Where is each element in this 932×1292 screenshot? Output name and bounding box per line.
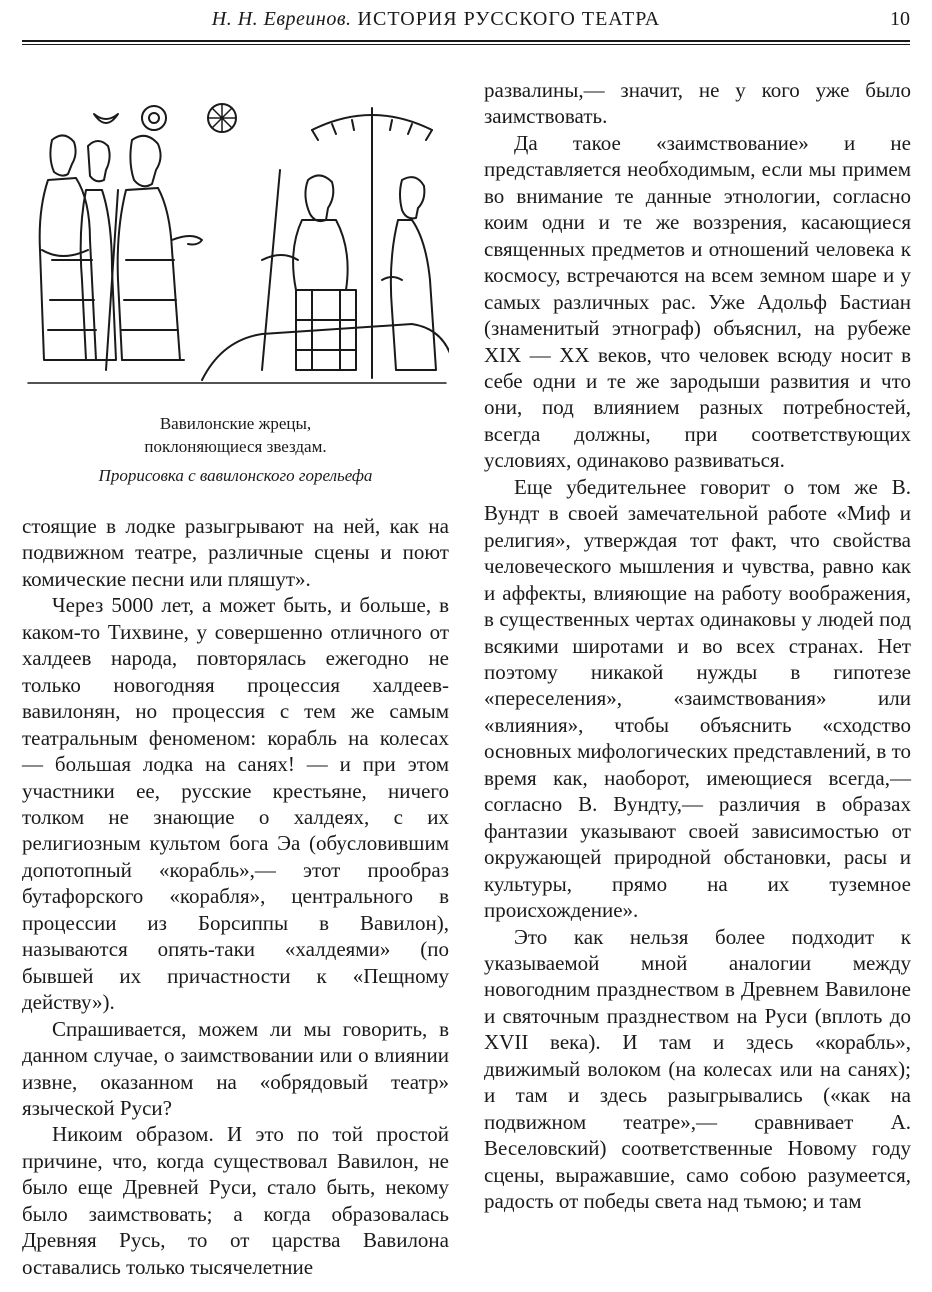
caption-source: Прорисовка с вавилонского горельефа bbox=[98, 466, 373, 485]
header-rule-thin bbox=[22, 44, 910, 45]
priest-figure-left bbox=[40, 135, 102, 360]
page-number: 10 bbox=[890, 8, 910, 30]
paragraph: Спрашивается, можем ли мы говорить, в данном случае, о заимствовании или о влиянии извне, оказанном на «обрядовый театр» языческой Руси? bbox=[22, 1016, 449, 1120]
running-header bbox=[22, 4, 910, 38]
right-text-column bbox=[484, 77, 911, 1214]
crescent-moon-symbol bbox=[94, 114, 118, 123]
left-text-column bbox=[22, 513, 449, 1280]
caption-line-1: Вавилонские жрецы, bbox=[159, 414, 312, 433]
enthroned-king-figure bbox=[262, 170, 356, 370]
paragraph: Никоим образом. И это по той простой причине, что, когда существовал Вавилон, не было еще Древней Руси, стало быть, некому было заимствовать; а когда образовалась Древняя Русь, то от царства Вавилона оставались только тысячелетние bbox=[22, 1122, 449, 1279]
header-rule-thick bbox=[22, 40, 910, 42]
attendant-figure bbox=[382, 177, 436, 370]
babylonian-priests-illustration bbox=[22, 80, 449, 390]
sun-disc-symbol bbox=[142, 106, 166, 130]
book-title: ИСТОРИЯ РУССКОГО ТЕАТРА bbox=[357, 8, 661, 30]
paragraph: Еще убедительнее говорит о том же В. Вундт в своей замечательной работе «Миф и религия», утверждая тот факт, что свойства человеческого мышления и чувства, равно как и аффекты, влияющие на работу воображения, в существенных чертах одинаковы у людей под всякими широтами и во всех странах. Нет поэтому никакой нужды в гипотезе «переселения», «заимствования» или «влияния», чтобы объяснить «сходство основных мифологических представлений, в то время как, наоборот, имеющиеся всегда,— согласно В. Вундту,— различия в образах фантазии указывают своей зависимостью от окружающей природной обстановки, расы и культуры, прямо на их туземное происхождение». bbox=[484, 474, 911, 923]
paragraph: Да такое «заимствование» и не представляется необходимым, если мы примем во внимание те данные этнологии, согласно коим одни и те же воззрения, касающиеся священных предметов и отношений человека к космосу, встречаются на всем земном шаре и у самых различных рас. Уже Адольф Бастиан (знаменитый этнограф) объяснил, на рубеже XIX — XX веков, что человек всюду носит в себе одни и те же зародыши развития и что они, под влиянием разных потребностей, всегда должны, при соответствующих условиях, одинаково развиваться. bbox=[484, 130, 911, 473]
header-title bbox=[22, 8, 850, 31]
parasol-canopy bbox=[312, 108, 432, 378]
paragraph: Через 5000 лет, а может быть, и больше, в каком-то Тихвине, у совершенно отличного от халдеев народа, повторялась ежегодно не только новогодняя процессия халдеев-вавилонян, но процессия с тем же самым театральным феноменом: корабль на колесах — большая лодка на санях! — и при этом участники ее, русские крестьяне, ничего толком не знающие о халдеях, с их религиозным культом бога Эа (обусловившим допотопный «корабль»,— этот прообраз бутафорского «корабля», центрального в процессии из Борсиппы в Вавилон), называются опять-таки «халдеями» (по бывшей их причастности к «Пещному действу»). bbox=[22, 593, 449, 1015]
figure-caption bbox=[22, 412, 449, 487]
caption-line-2: поклоняющиеся звездам. bbox=[144, 437, 327, 456]
paragraph: Это как нельзя более подходит к указываемой мной аналогии между новогодним празднеством в Древнем Вавилоне и святочным празднеством на Руси (вплоть до XVII века). И там и здесь «корабль», движимый волоком (на колесах или на санях); и там и здесь разыгрывались («как на подвижном театре»,— сравнивает А. Веселовский) соответственные Новому году сцены, выражавшие, само собою разумеется, радость от победы света над тьмою; и там bbox=[484, 924, 911, 1214]
dais-platform bbox=[202, 324, 449, 380]
priest-figure-right bbox=[106, 136, 202, 370]
paragraph: стоящие в лодке разыгрывают на ней, как на подвижном театре, различные сцены и поют комические песни или пляшут». bbox=[22, 514, 449, 591]
header-author: Н. Н. Евреинов. bbox=[211, 8, 352, 30]
paragraph: развалины,— значит, не у кого уже было заимствовать. bbox=[484, 78, 911, 129]
